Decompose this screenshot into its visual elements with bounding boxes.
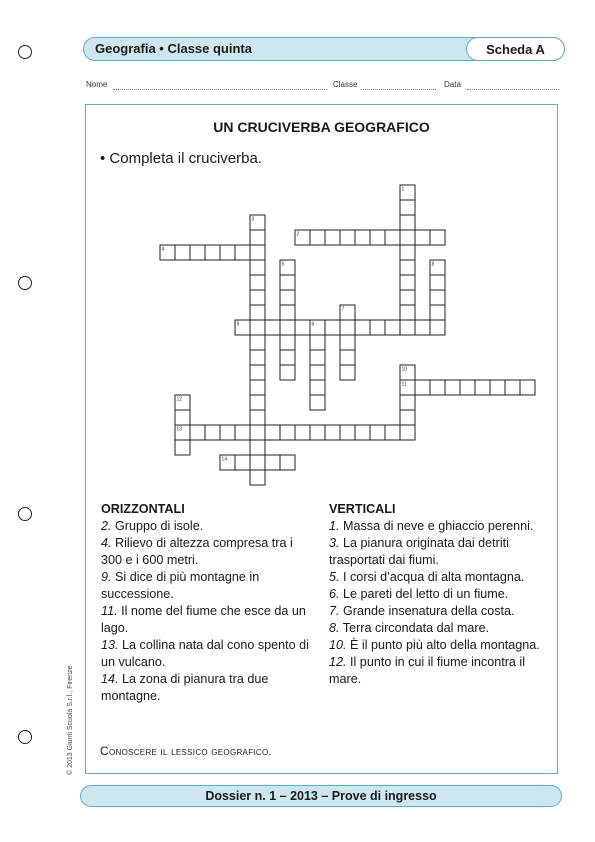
subject-label: Geografia • Classe quinta xyxy=(95,41,252,56)
crossword-cell[interactable] xyxy=(280,455,295,470)
crossword-cell[interactable] xyxy=(250,290,265,305)
vertical-clue xyxy=(329,654,547,688)
vertical-clue xyxy=(329,518,547,535)
clue-text: Si dice di più montagne in successione. xyxy=(101,570,260,601)
clue-text: Il nome del fiume che esce da un lago. xyxy=(101,604,306,635)
crossword-cell[interactable] xyxy=(400,245,415,260)
crossword-cell[interactable] xyxy=(175,245,190,260)
clue-text: Le pareti del letto di un fiume. xyxy=(339,587,509,601)
clue-number: 4. xyxy=(101,536,112,550)
crossword-cell[interactable] xyxy=(430,275,445,290)
crossword-cell[interactable] xyxy=(400,200,415,215)
crossword-cell[interactable] xyxy=(190,245,205,260)
clue-text: Grande insenatura della costa. xyxy=(339,604,515,618)
crossword-cell[interactable] xyxy=(250,380,265,395)
crossword-cell[interactable] xyxy=(325,320,340,335)
class-label: Classe xyxy=(333,80,358,89)
crossword-cell[interactable] xyxy=(310,230,325,245)
crossword-cell[interactable] xyxy=(250,440,265,455)
clue-number: 10. xyxy=(329,638,347,652)
clue-text: I corsi d’acqua di alta montagna. xyxy=(339,570,525,584)
crossword-cell[interactable] xyxy=(250,395,265,410)
vertical-heading: VERTICALI xyxy=(329,502,396,516)
crossword-cell[interactable] xyxy=(430,230,445,245)
date-label: Data xyxy=(444,80,461,89)
crossword-cell[interactable] xyxy=(310,335,325,350)
clue-number-marker: 3 xyxy=(251,216,255,223)
crossword-cell[interactable] xyxy=(250,335,265,350)
crossword-cell[interactable] xyxy=(475,380,490,395)
crossword-cell[interactable] xyxy=(400,320,415,335)
instruction: • Completa il cruciverba. xyxy=(100,150,262,167)
horizontal-clue xyxy=(101,603,317,637)
horizontal-clue xyxy=(101,637,317,671)
crossword-cell[interactable] xyxy=(400,230,415,245)
crossword-cell[interactable] xyxy=(250,245,265,260)
crossword-cell[interactable] xyxy=(250,260,265,275)
clue-number-marker: 4 xyxy=(161,246,165,253)
crossword-cell[interactable] xyxy=(430,305,445,320)
clue-text: Rilievo di altezza compresa tra i 300 e i 600 metri. xyxy=(101,536,293,567)
crossword-cell[interactable] xyxy=(430,320,445,335)
crossword-cell[interactable] xyxy=(280,320,295,335)
crossword-cell[interactable] xyxy=(430,290,445,305)
clue-text: La pianura originata dai detriti trasportati dai fiumi. xyxy=(329,536,509,567)
crossword-cell[interactable] xyxy=(400,275,415,290)
vertical-clue xyxy=(329,569,547,586)
crossword-cell[interactable] xyxy=(295,320,310,335)
clue-number: 5. xyxy=(329,570,340,584)
crossword-cell[interactable] xyxy=(400,260,415,275)
crossword-cell[interactable] xyxy=(235,245,250,260)
clue-number: 1. xyxy=(329,519,340,533)
crossword-cell[interactable] xyxy=(250,230,265,245)
clue-number-marker: 8 xyxy=(431,261,435,268)
clue-number-marker: 14 xyxy=(221,456,228,463)
crossword-cell[interactable] xyxy=(280,350,295,365)
crossword-cell[interactable] xyxy=(340,425,355,440)
clue-number: 14. xyxy=(101,672,119,686)
crossword-cell[interactable] xyxy=(505,380,520,395)
clue-number-marker: 11 xyxy=(401,381,407,388)
crossword-cell[interactable] xyxy=(295,425,310,440)
crossword-cell[interactable] xyxy=(310,350,325,365)
crossword-cell[interactable] xyxy=(235,425,250,440)
crossword-cell[interactable] xyxy=(370,230,385,245)
horizontal-clue xyxy=(101,671,317,705)
crossword-cell[interactable] xyxy=(415,320,430,335)
crossword-cell[interactable] xyxy=(355,425,370,440)
clue-number-marker: 5 xyxy=(281,261,285,268)
page-title: UN CRUCIVERBA GEOGRAFICO xyxy=(213,119,430,135)
crossword-cell[interactable] xyxy=(250,320,265,335)
crossword-cell[interactable] xyxy=(175,410,190,425)
crossword-cell[interactable] xyxy=(220,245,235,260)
crossword-cell[interactable] xyxy=(340,230,355,245)
crossword-cell[interactable] xyxy=(265,455,280,470)
clue-number: 8. xyxy=(329,621,340,635)
horizontal-heading: ORIZZONTALI xyxy=(101,502,185,516)
crossword-cell[interactable] xyxy=(190,425,205,440)
vertical-clue xyxy=(329,637,547,654)
objective-initial: C xyxy=(100,744,109,758)
sheet-label: Scheda A xyxy=(486,41,545,57)
crossword-cell[interactable] xyxy=(430,380,445,395)
crossword-cell[interactable] xyxy=(370,320,385,335)
clue-number-marker: 12 xyxy=(176,396,183,403)
crossword-cell[interactable] xyxy=(280,365,295,380)
clue-number: 12. xyxy=(329,655,347,669)
crossword-cell[interactable] xyxy=(205,245,220,260)
crossword-cell[interactable] xyxy=(265,425,280,440)
clue-number-marker: 6 xyxy=(311,321,315,328)
clue-text: Il punto in cui il fiume incontra il mare. xyxy=(329,655,526,686)
crossword-cell[interactable] xyxy=(175,440,190,455)
crossword-cell[interactable] xyxy=(250,425,265,440)
clue-number-marker: 1 xyxy=(401,186,405,193)
clue-number: 9. xyxy=(101,570,112,584)
name-label: Nome xyxy=(86,80,108,89)
crossword-cell[interactable] xyxy=(325,230,340,245)
objective-note xyxy=(100,744,272,758)
crossword-cell[interactable] xyxy=(265,320,280,335)
crossword-cell[interactable] xyxy=(370,425,385,440)
vertical-clue xyxy=(329,586,547,603)
crossword-cell[interactable] xyxy=(355,230,370,245)
crossword-cell[interactable] xyxy=(280,425,295,440)
crossword-cell[interactable] xyxy=(250,365,265,380)
clue-number-marker: 13 xyxy=(176,426,183,433)
horizontal-clue xyxy=(101,518,317,535)
clue-text: La collina nata dal cono spento di un vulcano. xyxy=(101,638,309,669)
clue-number-marker: 9 xyxy=(236,321,240,328)
clue-text: Terra circondata dal mare. xyxy=(339,621,490,635)
crossword-cell[interactable] xyxy=(400,425,415,440)
horizontal-clues xyxy=(101,501,317,705)
footer-label: Dossier n. 1 – 2013 – Prove di ingresso xyxy=(205,789,437,803)
footer-bar xyxy=(80,785,562,807)
crossword-cell[interactable] xyxy=(340,320,355,335)
crossword-cell[interactable] xyxy=(385,425,400,440)
clue-number: 11. xyxy=(101,604,118,618)
copyright: © 2013 Giunti Scuola S.r.l., Firenze xyxy=(67,665,74,775)
crossword-cell[interactable] xyxy=(385,230,400,245)
crossword-cell[interactable] xyxy=(250,410,265,425)
crossword-cell[interactable] xyxy=(250,350,265,365)
crossword-cell[interactable] xyxy=(235,455,250,470)
crossword-cell[interactable] xyxy=(205,425,220,440)
crossword-cell[interactable] xyxy=(250,275,265,290)
clue-text: Massa di neve e ghiaccio perenni. xyxy=(339,519,534,533)
crossword-cell[interactable] xyxy=(250,470,265,485)
vertical-clue xyxy=(329,603,547,620)
crossword-cell[interactable] xyxy=(460,380,475,395)
crossword-cell[interactable] xyxy=(520,380,535,395)
crossword-cell[interactable] xyxy=(280,335,295,350)
clue-number-marker: 2 xyxy=(296,231,300,238)
objective-text: onoscere il lessico geografico. xyxy=(108,746,272,758)
crossword-cell[interactable] xyxy=(400,305,415,320)
crossword-cell[interactable] xyxy=(490,380,505,395)
clue-text: Gruppo di isole. xyxy=(111,519,204,533)
vertical-clue xyxy=(329,620,547,637)
crossword-cell[interactable] xyxy=(400,410,415,425)
clue-number-marker: 7 xyxy=(341,306,345,313)
crossword-cell[interactable] xyxy=(340,365,355,380)
crossword-cell[interactable] xyxy=(310,380,325,395)
clue-number: 3. xyxy=(329,536,340,550)
crossword-cell[interactable] xyxy=(400,215,415,230)
crossword-cell[interactable] xyxy=(250,305,265,320)
crossword-cell[interactable] xyxy=(310,395,325,410)
crossword-cell[interactable] xyxy=(400,290,415,305)
crossword-cell[interactable] xyxy=(445,380,460,395)
horizontal-clue xyxy=(101,569,317,603)
crossword-cell[interactable] xyxy=(310,365,325,380)
clue-number: 13. xyxy=(101,638,119,652)
crossword-cell[interactable] xyxy=(220,425,235,440)
crossword-cell[interactable] xyxy=(280,305,295,320)
crossword-cell[interactable] xyxy=(415,380,430,395)
clue-number: 2. xyxy=(101,519,112,533)
crossword-cell[interactable] xyxy=(310,425,325,440)
crossword-cell[interactable] xyxy=(340,335,355,350)
clue-number: 7. xyxy=(329,604,340,618)
clue-text: È il punto più alto della montagna. xyxy=(346,638,540,652)
crossword-cell[interactable] xyxy=(400,395,415,410)
crossword-cell[interactable] xyxy=(385,320,400,335)
clue-number-marker: 10 xyxy=(401,366,408,373)
crossword-cell[interactable] xyxy=(325,425,340,440)
crossword-cell[interactable] xyxy=(250,455,265,470)
crossword-cell[interactable] xyxy=(340,350,355,365)
crossword-cell[interactable] xyxy=(280,275,295,290)
vertical-clues xyxy=(329,501,547,688)
clue-number: 6. xyxy=(329,587,340,601)
vertical-clue xyxy=(329,535,547,569)
horizontal-clue xyxy=(101,535,317,569)
crossword-cell[interactable] xyxy=(280,290,295,305)
crossword-cell[interactable] xyxy=(355,320,370,335)
crossword-cell[interactable] xyxy=(415,230,430,245)
clue-text: La zona di pianura tra due montagne. xyxy=(101,672,269,703)
